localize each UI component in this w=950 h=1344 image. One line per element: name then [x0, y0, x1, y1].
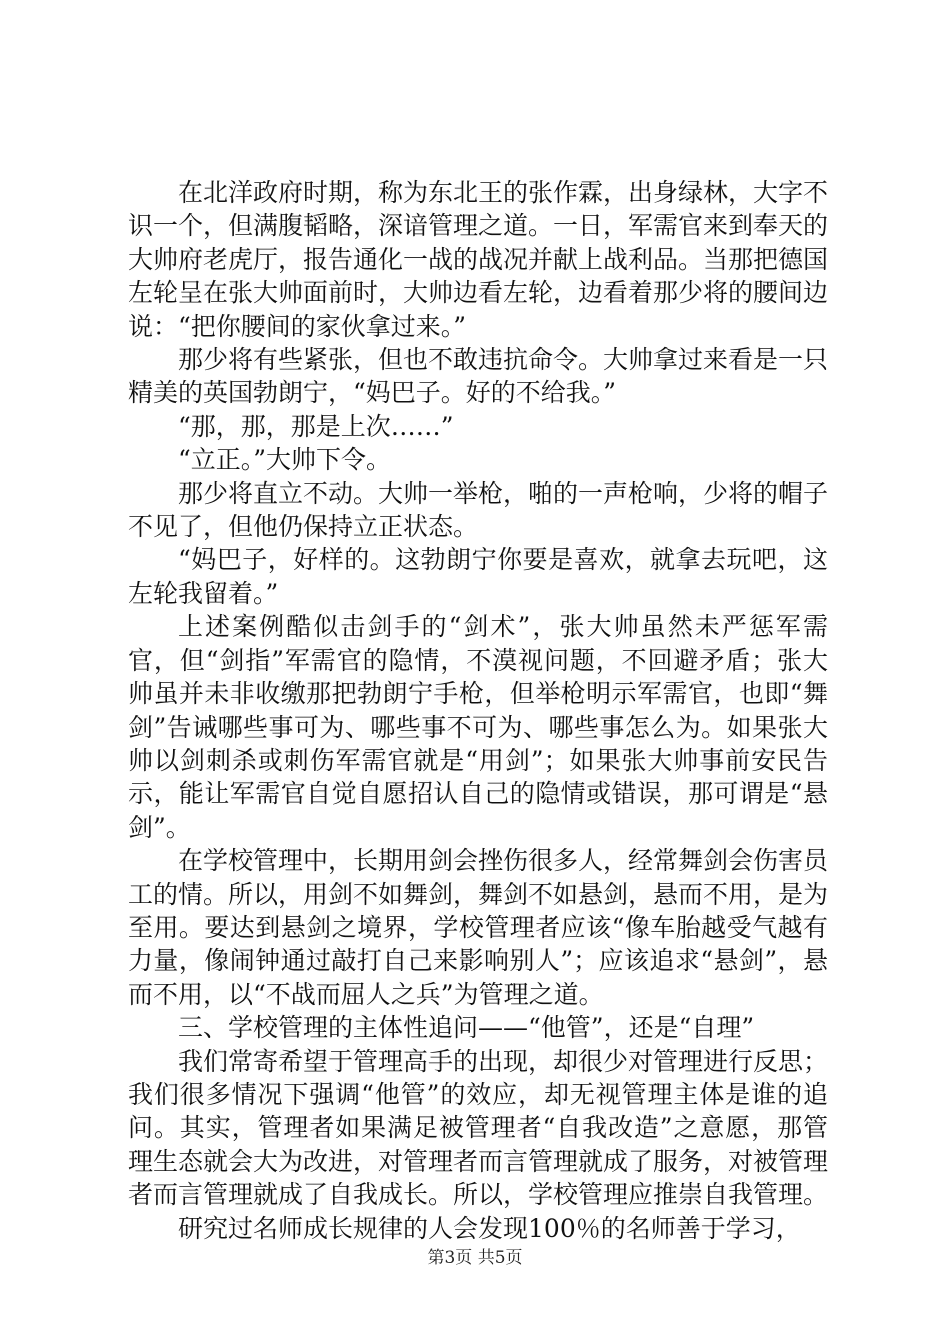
paragraph-5: 那少将直立不动。大帅一举枪，啪的一声枪响，少将的帽子不见了，但他仍保持立正状态。 [128, 478, 829, 542]
paragraph-6: “妈巴子，好样的。这勃朗宁你要是喜欢，就拿去玩吧，这左轮我留着。” [128, 545, 828, 608]
page-footer: 第3页 共5页 [427, 1248, 523, 1268]
section-heading: 三、学校管理的主体性追问——“他管”，还是“自理” [178, 1013, 755, 1043]
paragraph-1: 在北洋政府时期，称为东北王的张作霖，出身绿林，大字不识一个，但满腹韬略，深谙管理之道。一日，军需官来到奉天的大帅府老虎厅，报告通化一战的战况并献上战利品。当那把德国左轮呈在张大帅面前时，大帅边看左轮，边看着那少将的腰间边说：“把你腰间的家伙拿过来。” [128, 178, 829, 341]
paragraph-10: 研究过名师成长规律的人会发现100％的名师善于学习， [178, 1213, 801, 1243]
paragraph-3: “那，那，那是上次……” [178, 411, 454, 441]
paragraph-2: 那少将有些紧张，但也不敢违抗命令。大帅拿过来看是一只精美的英国勃朗宁，“妈巴子。好的不给我。” [128, 345, 829, 408]
paragraph-8: 在学校管理中，长期用剑会挫伤很多人，经常舞剑会伤害员工的情。所以，用剑不如舞剑，舞剑不如悬剑，悬而不用，是为至用。要达到悬剑之境界，学校管理者应该“像车胎越受气越有力量，像闹钟通过敲打自己来影响别人”；应该追求“悬剑”，悬而不用，以“不战而屈人之兵”为管理之道。 [128, 846, 829, 1009]
paragraph-7: 上述案例酷似击剑手的“剑术”，张大帅虽然未严惩军需官，但“剑指”军需官的隐情，不漠视问题，不回避矛盾；张大帅虽并未非收缴那把勃朗宁手枪，但举枪明示军需官，也即“舞剑”告诫哪些事可为、哪些事不可为、哪些事怎么为。如果张大帅以剑刺杀或刺伤军需官就是“用剑”；如果张大帅事前安民告示，能让军需官自觉自愿招认自己的隐情或错误，那可谓是“悬剑”。 [128, 612, 828, 842]
paragraph-9: 我们常寄希望于管理高手的出现，却很少对管理进行反思；我们很多情况下强调“他管”的效应，却无视管理主体是谁的追问。其实，管理者如果满足被管理者“自我改造”之意愿，那管理生态就会大为改进，对管理者而言管理就成了服务，对被管理者而言管理就成了自我成长。所以，学校管理应推崇自我管理。 [128, 1046, 829, 1210]
document-body [128, 176, 828, 1245]
paragraph-4: “立正。”大帅下令。 [178, 445, 392, 475]
